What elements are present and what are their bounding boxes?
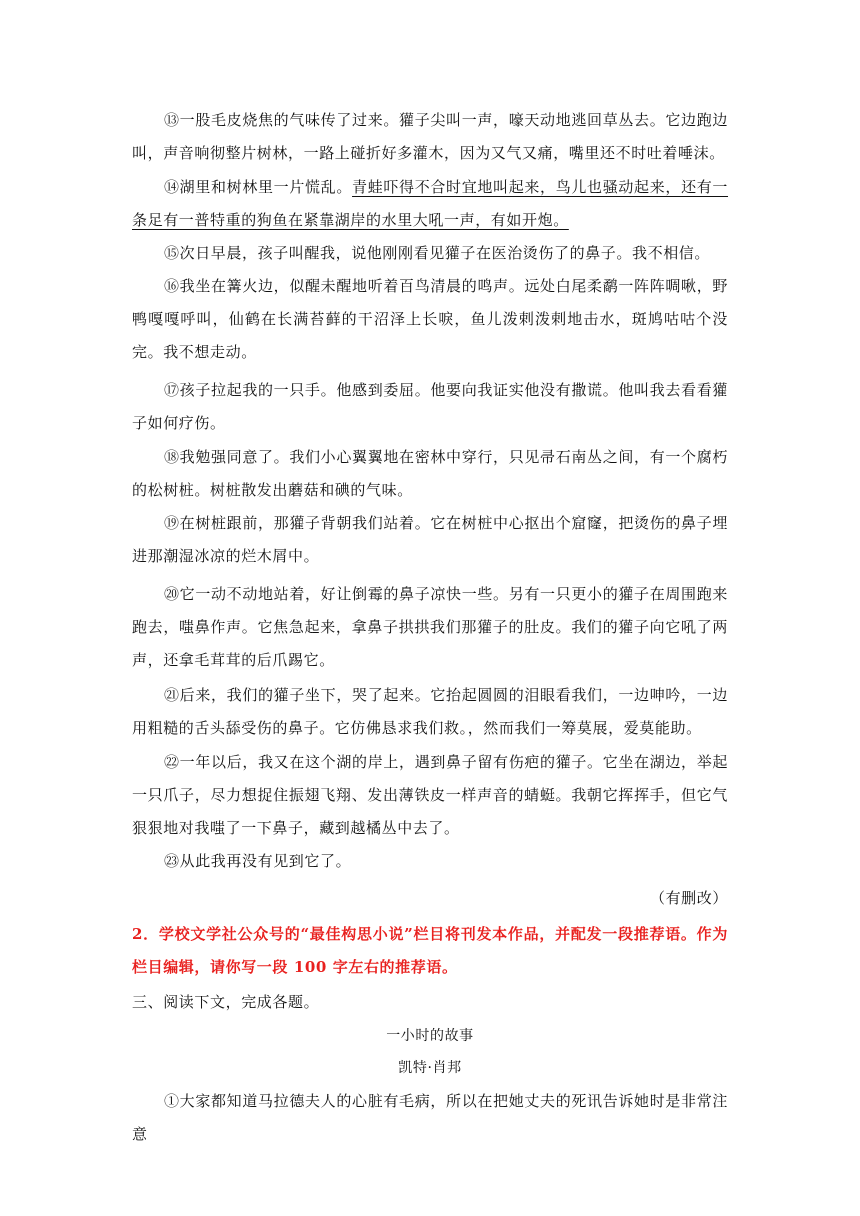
paragraph-21: ㉑后来，我们的獾子坐下，哭了起来。它抬起圆圆的泪眼看我们，一边呻吟，一边用粗糙的舌头舔受伤的鼻子。它仿佛恳求我们救。，然而我们一筹莫展，爱莫能助。 — [132, 686, 728, 737]
question-2: 2．学校文学社公众号的“最佳构思小说”栏目将刊发本作品，并配发一段推荐语。作为栏目编辑，请你写一段 100 字左右的推荐语。 — [132, 925, 728, 976]
paragraph-14 — [132, 171, 728, 237]
paragraph-16: ⑯我坐在篝火边，似醒未醒地听着百鸟清晨的鸣声。远处白尾柔鹬一阵阵啁啾，野鸭嘎嘎呼叫，仙鹤在长满苔藓的干沼泽上长唳，鱼儿泼剌泼剌地击水，斑鸠咕咕个没完。我不想走动。 — [132, 277, 728, 361]
paragraph-18: ⑱我勉强同意了。我们小心翼翼地在密林中穿行，只见帚石南丛之间，有一个腐朽的松树桩。树桩散发出蘑菇和碘的气味。 — [132, 448, 728, 499]
revision-note: （有删改） — [649, 889, 728, 907]
paragraph-19: ⑲在树桩跟前，那獾子背朝我们站着。它在树桩中心抠出个窟窿，把烫伤的鼻子埋进那潮湿冰凉的烂木屑中。 — [132, 514, 728, 565]
story-author: 凯特·肖邦 — [398, 1060, 462, 1076]
paragraph-14-plain: ⑭湖里和树林里一片慌乱。 — [164, 178, 353, 196]
paragraph-14-underlined: 青蛙吓得不合时宜地叫起来，鸟儿也骚动起来，还有一条足有一普特重的狗鱼在紧靠湖岸的水里大吼一声，有如开炮。 — [132, 178, 729, 229]
paragraph-22: ㉒一年以后，我又在这个湖的岸上，遇到鼻子留有伤疤的獾子。它坐在湖边，举起一只爪子，尽力想捉住振翅飞翔、发出薄铁皮一样声音的蜻蜓。我朝它挥挥手，但它气狠狠地对我嗤了一下鼻子，藏到越橘丛中去了。 — [132, 753, 728, 837]
paragraph-17: ⑰孩子拉起我的一只手。他感到委屈。他要向我证实他没有撒谎。他叫我去看看獾子如何疗伤。 — [132, 381, 728, 432]
paragraph-20: ⑳它一动不动地站着，好让倒霉的鼻子凉快一些。另有一只更小的獾子在周围跑来跑去，嗤鼻作声。它焦急起来，拿鼻子拱拱我们那獾子的肚皮。我们的獾子向它吼了两声，还拿毛茸茸的后爪踢它。 — [132, 585, 728, 669]
story-paragraph-1: ①大家都知道马拉德夫人的心脏有毛病，所以在把她丈夫的死讯告诉她时是非常注意 — [132, 1092, 728, 1143]
paragraph-23: ㉓从此我再没有见到它了。 — [164, 852, 352, 870]
paragraph-13: ⑬一股毛皮烧焦的气味传了过来。獾子尖叫一声，嚎天动地逃回草丛去。它边跑边叫，声音响彻整片树林，一路上碰折好多灌木，因为又气又痛，嘴里还不时吐着唾沫。 — [132, 111, 728, 162]
section-heading: 三、阅读下文，完成各题。 — [132, 993, 320, 1011]
story-title: 一小时的故事 — [386, 1028, 474, 1044]
paragraph-15: ⑮次日早晨，孩子叫醒我，说他刚刚看见獾子在医治烫伤了的鼻子。我不相信。 — [164, 244, 711, 262]
